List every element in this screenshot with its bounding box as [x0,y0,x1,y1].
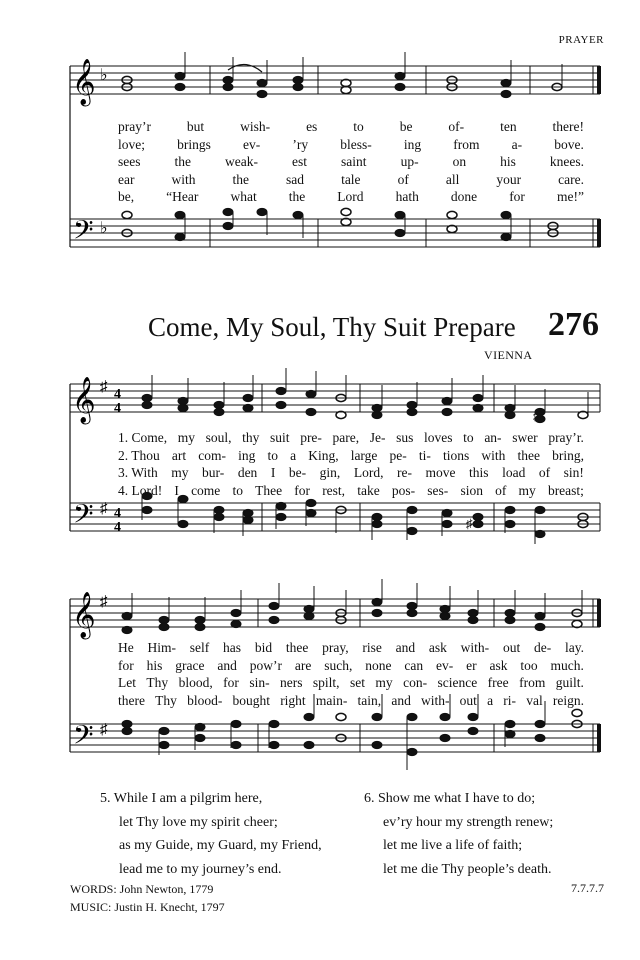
lyric-syllable: and [217,657,237,673]
lyric-syllable: rest, [322,482,346,498]
lyric-syllable: self [189,640,210,655]
lyric-syllable: main- [315,692,348,708]
sharp-key-signature: ♯ [100,594,108,610]
lyric-syllable: est [292,154,308,169]
stanza-line: lead me to my journey’s end. [119,861,282,877]
treble-clef-icon: 𝄞 [72,377,96,422]
stanza-line: 5. While I am a pilgrim here, [100,791,263,806]
lyric-syllable: such, [324,657,353,673]
lyric-syllable: ing [403,136,422,152]
lyric-syllable: bid [254,640,273,655]
lyric-line [118,675,584,691]
lyric-syllable: soul, [205,430,232,445]
lyric-syllable: com- [198,447,226,463]
lyric-syllable: be [399,119,413,134]
lyric-syllable: with- [460,640,490,655]
lyric-syllable: bur- [202,465,225,480]
lyric-syllable: of [397,171,409,187]
lyric-syllable: out [459,692,477,708]
lyric-syllable: tale [341,171,361,187]
lyric-line [118,658,584,674]
lyric-syllable: thy [242,430,260,445]
lyric-syllable: to [463,430,474,445]
lyric-syllable: pe- [389,447,407,463]
lyric-syllable: pos- [391,482,416,498]
stanza-line: 6. Show me what I have to do; [364,791,536,806]
lyric-syllable: 4. Lord! [118,482,163,498]
lyric-syllable: his [146,657,163,673]
lyric-syllable: hath [395,189,419,204]
lyric-syllable: lay. [564,640,584,655]
lyric-syllable: ti- [418,447,431,463]
lyric-syllable: pare, [332,430,360,445]
lyric-syllable: Thee [255,482,283,498]
lyric-syllable: my [375,675,393,690]
lyric-syllable: breast; [547,482,584,498]
lyric-syllable: bring, [552,447,584,463]
lyric-syllable: can [404,657,424,673]
lyric-syllable: ear [118,171,135,187]
lyric-syllable: for [223,675,239,690]
lyric-syllable: of [495,482,507,498]
lyric-syllable: Lord, [353,465,384,480]
lyric-syllable: a- [511,136,523,152]
lyric-syllable: has [223,640,242,655]
lyric-syllable: King, [308,447,339,463]
lyric-syllable: ten [500,119,517,134]
lyric-syllable: weak- [225,154,259,169]
lyric-syllable: for [509,189,525,204]
lyric-syllable: Him- [147,640,177,655]
lyric-syllable: Thy [155,692,177,708]
stanza-line: let me live a life of faith; [383,838,523,853]
lyric-syllable: from [519,675,546,690]
lyric-syllable: saint [341,154,367,169]
sharp-key-signature-bass: ♯ [100,722,108,738]
lyric-syllable: to [267,447,278,463]
bass-clef-icon: 𝄢 [73,720,94,756]
lyric-syllable: den [237,465,258,480]
lyric-syllable: to [353,119,364,134]
lyric-syllable: brings [177,136,211,152]
sharp-key-signature: ♯ [100,379,108,395]
lyric-syllable: knees. [549,154,584,169]
lyric-syllable: ask [489,657,508,673]
lyric-syllable: there [118,692,145,708]
lyric-syllable: gin, [319,465,341,480]
lyric-syllable: reign. [552,692,584,708]
lyric-syllable: grace [175,657,205,673]
music-credit: MUSIC: Justin H. Knecht, 1797 [70,899,225,914]
stanza-line: let Thy love my spirit cheer; [119,814,278,830]
lyric-syllable: done [450,189,478,204]
lyric-syllable: spilt, [312,675,340,690]
lyric-syllable: with [481,447,506,463]
lyric-syllable: and [391,692,411,708]
lyric-syllable: large [350,447,378,463]
sharp-accidental: ♯ [533,408,540,423]
lyric-syllable: ev- [435,657,454,673]
lyric-syllable: bless- [340,136,372,152]
lyric-syllable: blood, [178,675,213,690]
lyric-syllable: bove. [554,136,584,152]
bass-clef-icon: 𝄢 [73,499,94,535]
lyric-syllable: es [306,119,318,134]
lyric-syllable: 1. Come, [118,430,168,445]
lyric-syllable: be- [288,465,307,480]
lyric-syllable: up- [400,154,419,169]
lyric-syllable: pre- [300,430,322,445]
lyric-syllable: the [232,171,250,187]
stanza-five [100,787,322,881]
lyric-syllable: his [500,154,516,169]
treble-clef-icon: 𝄞 [72,592,96,637]
lyric-syllable: sees [118,154,141,169]
lyric-syllable: with [171,171,196,187]
words-credit: WORDS: John Newton, 1779 [70,882,214,896]
lyric-syllable: ev- [243,136,261,152]
lyric-syllable: ri- [503,692,517,708]
lyric-syllable: your [496,171,522,187]
lyric-syllable: this [469,465,489,480]
credits [70,881,225,916]
lyric-syllable: too [520,657,538,673]
time-signature-top: 4 [114,387,121,402]
tune-name: VIENNA [484,348,533,362]
lyric-syllable: sus [396,430,414,445]
lyric-syllable: wish- [240,119,271,134]
lyric-syllable: sad [286,171,305,187]
lyric-syllable: all [445,171,460,187]
lyric-syllable: Let [118,675,136,690]
stanza-line: as my Guide, my Guard, my Friend, [119,838,322,853]
lyric-syllable: none [365,657,392,673]
svg-text:4: 4 [114,506,121,521]
lyric-syllable: He [118,640,134,655]
lyric-syllable: for [294,482,311,498]
lyric-syllable: re- [396,465,412,480]
lyric-syllable: 3. With [118,465,158,480]
hymn-title: Come, My Soul, Thy Suit Prepare [148,312,516,342]
lyric-syllable: ’ry [292,136,309,152]
lyric-syllable: but [186,119,205,134]
svg-text:♯: ♯ [466,516,473,531]
lyric-syllable: out [502,640,521,655]
lyric-syllable: from [453,136,480,152]
stanza-six [364,787,553,881]
lyric-syllable: pray’r. [548,430,584,445]
lyric-syllable: what [230,189,257,204]
flat-key-signature: ♭ [100,67,108,84]
lyric-syllable: val [526,692,543,708]
lyric-syllable: take [357,482,380,498]
lyric-syllable: tions [443,447,470,463]
lyric-syllable: pray, [322,640,349,655]
lyric-syllable: come [191,482,221,498]
lyric-syllable: er [466,657,477,673]
sharp-key-signature-bass: ♯ [100,501,108,517]
lyric-syllable: to [232,482,243,498]
lyric-syllable: a [290,447,297,463]
lyric-syllable: Je- [369,430,386,445]
lyric-syllable: much. [550,657,584,673]
lyric-syllable: with- [421,692,450,708]
lyric-syllable: swer [512,430,538,445]
lyric-syllable: loves [424,430,453,445]
lyric-syllable: guilt. [555,675,584,690]
lyric-syllable: free [487,675,509,690]
lyric-syllable: bought [232,692,271,708]
flat-key-signature-bass: ♭ [100,220,108,237]
lyric-syllable: thee [517,447,541,463]
lyric-syllable: ses- [427,482,449,498]
lyric-syllable: Lord [337,189,364,204]
lyric-syllable: an- [484,430,502,445]
section-label: PRAYER [558,34,604,46]
time-signature-bottom: 4 [114,401,121,416]
lyric-syllable: I [174,482,179,498]
lyric-syllable: care. [558,171,584,187]
lyric-syllable: my [177,430,196,445]
bass-clef-icon: 𝄢 [73,215,94,251]
lyric-syllable: sion [460,482,483,498]
lyric-syllable: pray’r [118,119,151,134]
lyric-line [118,640,584,656]
lyric-syllable: suit [270,430,290,445]
lyric-syllable: and [395,640,416,655]
lyric-syllable: 2. Thou [118,447,160,463]
lyric-syllable: “Hear [166,189,199,204]
lyric-syllable: the [288,189,306,204]
lyric-syllable: con- [403,675,428,690]
lyric-syllable: pow’r [249,657,282,673]
stanza-line: let me die Thy people’s death. [383,861,552,877]
svg-text:4: 4 [114,520,121,535]
lyric-syllable: rise [362,640,382,655]
lyric-syllable: my [171,465,189,480]
treble-clef-icon: 𝄞 [72,59,96,104]
lyric-syllable: love; [118,136,145,152]
lyric-line [118,693,584,709]
lyric-syllable: of- [448,119,465,134]
lyric-syllable: for [118,657,134,673]
lyric-syllable: Thy [146,675,169,690]
lyric-syllable: blood- [187,692,223,708]
lyric-syllable: on [452,154,467,169]
meter: 7.7.7.7 [571,881,604,895]
lyric-syllable: tain, [357,692,382,708]
lyric-syllable: ing [238,447,256,463]
stanza-line: ev’ry hour my strength renew; [383,814,554,830]
lyric-syllable: load [502,465,526,480]
lyric-syllable: ask [428,640,447,655]
lyric-syllable: thee [285,640,309,655]
hymn-number: 276 [548,306,599,343]
lyric-syllable: are [294,657,312,673]
lyric-syllable: right [280,692,306,708]
lyric-syllable: a [487,692,494,708]
lyric-syllable: science [437,675,478,690]
lyric-syllable: me!” [556,189,584,204]
lyric-syllable: ners [280,675,303,690]
lyric-syllable: the [174,154,192,169]
lyric-syllable: of [538,465,551,480]
lyric-syllable: sin! [563,465,584,480]
lyric-syllable: sin- [249,675,270,690]
lyric-syllable: art [171,447,187,463]
lyric-syllable: set [349,675,365,690]
lyric-syllable: my [518,482,536,498]
lyric-syllable: be, [118,189,135,204]
lyric-syllable: move [425,465,456,480]
lyric-syllable: there! [552,119,584,134]
lyric-syllable: de- [533,640,552,655]
lyric-syllable: I [270,465,276,480]
